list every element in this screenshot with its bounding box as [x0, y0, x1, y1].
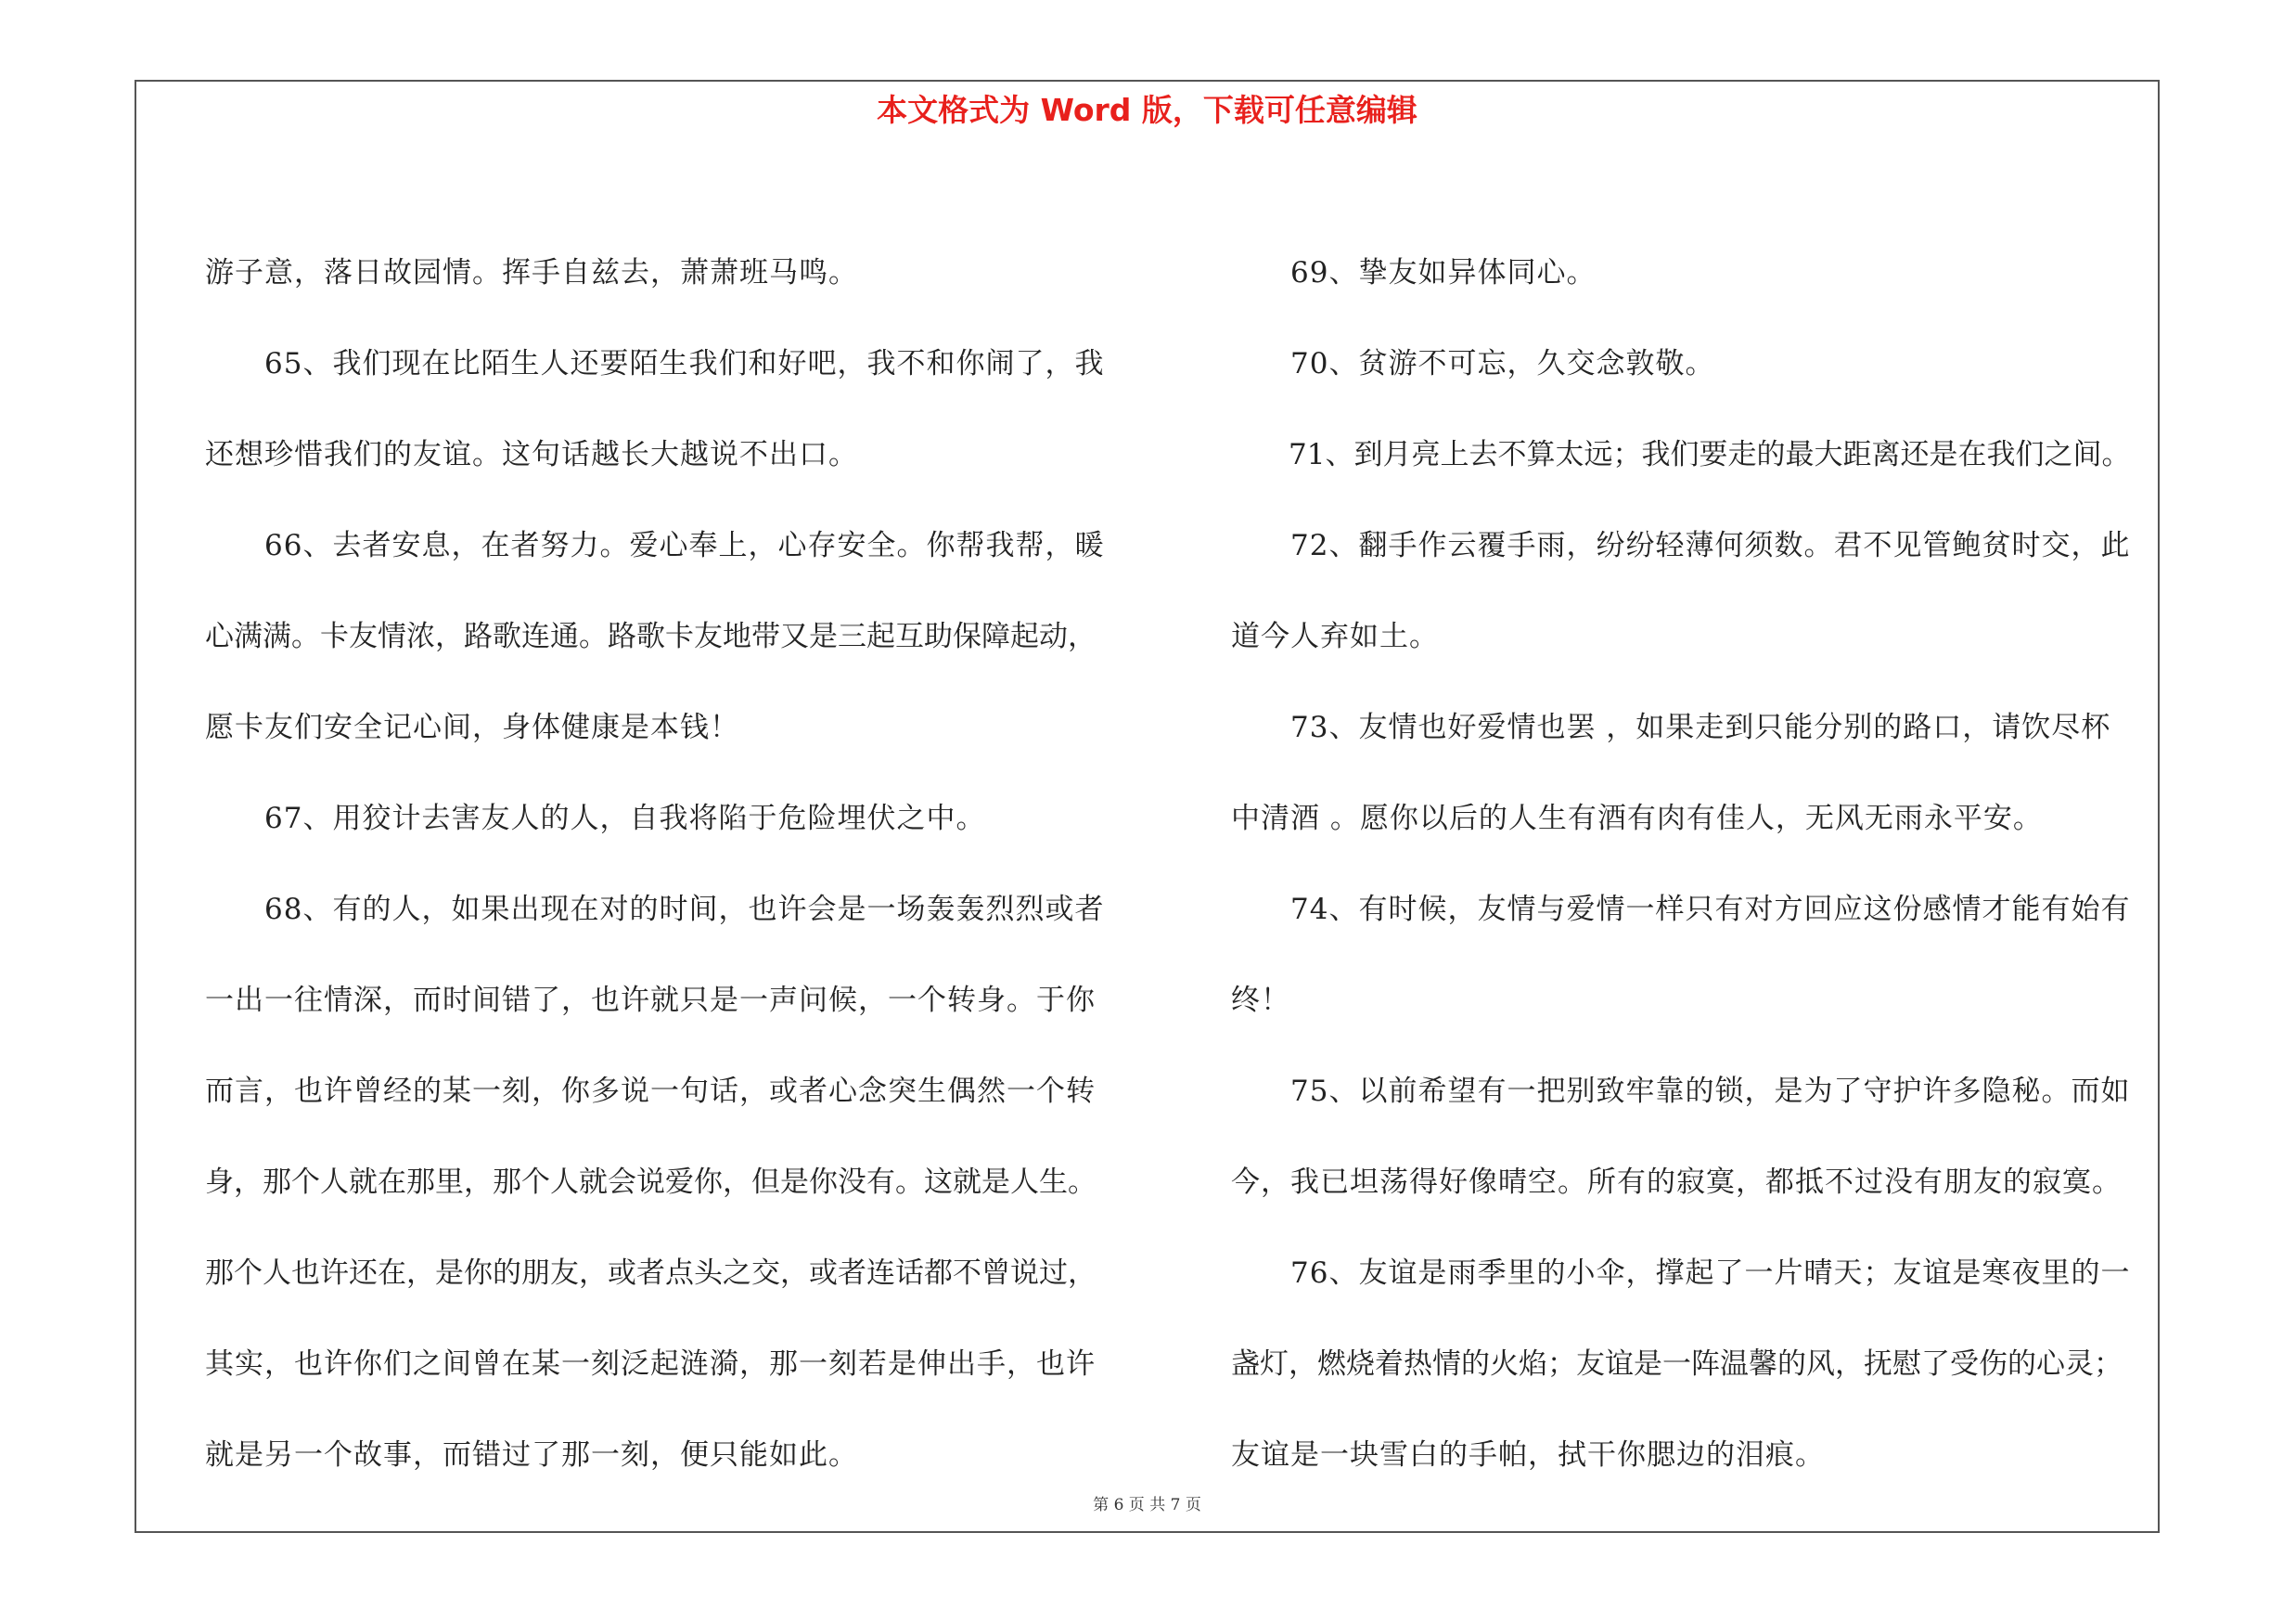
text-line: 76、友谊是雨季里的小伞，撑起了一片晴天；友谊是寒夜里的一 — [1231, 1256, 2131, 1290]
text-line: 游子意，落日故园情。挥手自兹去，萧萧班马鸣。 — [205, 256, 858, 290]
text-line: 75、以前希望有一把别致牢靠的锁，是为了守护许多隐秘。而如 — [1231, 1075, 2131, 1108]
text-line: 68、有的人，如果出现在对的时间，也许会是一场轰轰烈烈或者 — [205, 893, 1105, 926]
page-number-footer: 第 6 页 共 7 页 — [1093, 1496, 1201, 1514]
text-line: 心满满。卡友情浓，路歌连通。路歌卡友地带又是三起互助保障起动， — [205, 620, 1097, 653]
text-line: 73、友情也好爱情也罢 ，如果走到只能分别的路口，请饮尽杯 — [1231, 711, 2111, 744]
text-line: 盏灯，燃烧着热情的火焰；友谊是一阵温馨的风，抚慰了受伤的心灵； — [1231, 1347, 2123, 1381]
text-line: 65、我们现在比陌生人还要陌生我们和好吧，我不和你闹了，我 — [205, 347, 1105, 380]
text-line: 而言，也许曾经的某一刻，你多说一句话，或者心念突生偶然一个转 — [205, 1075, 1096, 1108]
text-line: 中清酒 。愿你以后的人生有酒有肉有佳人，无风无雨永平安。 — [1231, 802, 2043, 835]
text-line: 70、贫游不可忘，久交念敦敬。 — [1231, 347, 1715, 380]
text-line: 72、翻手作云覆手雨，纷纷轻薄何须数。君不见管鲍贫时交，此 — [1231, 529, 2131, 562]
text-line: 身，那个人就在那里，那个人就会说爱你，但是你没有。这就是人生。 — [205, 1166, 1097, 1199]
text-line: 今，我已坦荡得好像晴空。所有的寂寞，都抵不过没有朋友的寂寞。 — [1231, 1166, 2122, 1199]
text-line: 友谊是一块雪白的手帕，拭干你腮边的泪痕。 — [1231, 1438, 1825, 1472]
text-line: 道今人弃如土。 — [1231, 620, 1439, 653]
text-line: 69、挚友如异体同心。 — [1231, 256, 1597, 290]
document-page — [135, 80, 2160, 1533]
text-line: 一出一往情深，而时间错了，也许就只是一声问候，一个转身。于你 — [205, 984, 1096, 1017]
text-line: 66、去者安息，在者努力。爱心奉上，心存安全。你帮我帮，暖 — [205, 529, 1105, 562]
text-line: 那个人也许还在，是你的朋友，或者点头之交，或者连话都不曾说过， — [205, 1256, 1097, 1290]
text-line: 74、有时候，友情与爱情一样只有对方回应这份感情才能有始有 — [1231, 893, 2131, 926]
text-line: 愿卡友们安全记心间，身体健康是本钱！ — [205, 711, 739, 744]
text-line: 终！ — [1231, 984, 1290, 1017]
word-format-banner: 本文格式为 Word 版，下载可任意编辑 — [877, 92, 1417, 128]
text-line: 67、用狡计去害友人的人，自我将陷于危险埋伏之中。 — [205, 802, 986, 835]
text-line: 还想珍惜我们的友谊。这句话越长大越说不出口。 — [205, 438, 858, 471]
text-line: 就是另一个故事，而错过了那一刻，便只能如此。 — [205, 1438, 858, 1472]
text-line: 71、到月亮上去不算太远；我们要走的最大距离还是在我们之间。 — [1231, 438, 2131, 471]
text-line: 其实，也许你们之间曾在某一刻泛起涟漪，那一刻若是伸出手，也许 — [205, 1347, 1096, 1381]
